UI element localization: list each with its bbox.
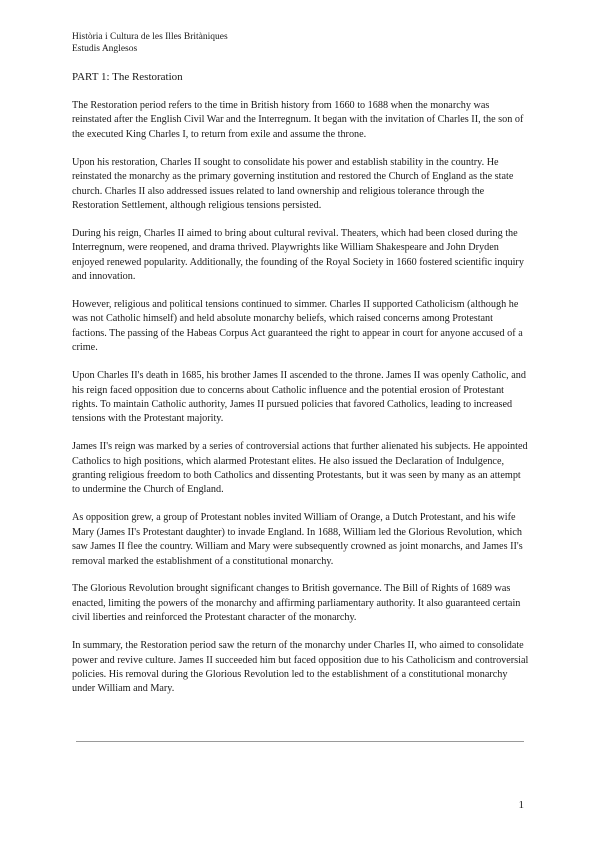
paragraph: The Restoration period refers to the time in British history from 1660 to 1688 when the monarchy was reinstated after the English Civil War and the Interregnum. It began with the invitation of Charles II, the son of the executed King Charles I, to return from exile and assume the throne. [72,100,524,140]
page-number: 1 [518,799,524,811]
paragraph: James II's reign was marked by a series of controversial actions that further alienated his subjects. He appointed Catholics to high positions, which alarmed Protestant elites. He also issued the Declaration of Indulgence, granting religious freedom to both Catholics and dissenting Protestants, but it was seen by many as an attempt to undermine the Church of England. [72,441,528,496]
paragraph: Upon Charles II's death in 1685, his brother James II ascended to the throne. James II was openly Catholic, and his reign faced opposition due to concerns about Catholic influence and the potential erosion of Protestant rights. To maintain Catholic authority, James II pursued policies that favored Catholics, leading to increased tensions with the Protestant majority. [72,370,526,425]
paragraph: As opposition grew, a group of Protestant nobles invited William of Orange, a Dutch Protestant, and his wife Mary (James II's Protestant daughter) to invade England. In 1688, William led the Glorious Revolution, which saw James II flee the country. William and Mary were subsequently crowned as joint monarchs, and James II's removal marked the establishment of a constitutional monarchy. [72,512,523,567]
footer-divider [76,741,524,742]
section-title: PART 1: The Restoration [72,71,183,83]
paragraph: Upon his restoration, Charles II sought to consolidate his power and establish stability in the country. He reinstated the monarchy as the primary governing institution and restored the Church of England as the state church. Charles II also addressed issues related to land ownership and religious tolerance through the Restoration Settlement, although religious tensions persisted. [72,156,514,211]
page-header [72,32,228,55]
header-program-name: Estudis Anglesos [72,43,138,54]
paragraph: During his reign, Charles II aimed to bring about cultural revival. Theaters, which had been closed during the Interregnum, were reopened, and drama thrived. Playwrights like William Shakespeare and John Dryden enjoyed renewed popularity. Additionally, the founding of the Royal Society in 1660 fostered scientific inquiry and innovation. [72,227,524,283]
header-course-title: Història i Cultura de les Illes Britàniques [72,32,228,42]
paragraph: The Glorious Revolution brought significant changes to British governance. The Bill of Rights of 1689 was enacted, limiting the powers of the monarchy and affirming parliamentary authority. It also guaranteed certain civil liberties and reinforced the Protestant character of the monarchy. [72,583,521,624]
document-body [72,99,530,710]
paragraph: In summary, the Restoration period saw the return of the monarchy under Charles II, who aimed to consolidate power and revive culture. James II succeeded him but faced opposition due to his Catholicism and controversial policies. His removal during the Glorious Revolution led to the establishment of a constitutional monarchy under William and Mary. [72,640,529,695]
paragraph: However, religious and political tensions continued to simmer. Charles II supported Catholicism (although he was not Catholic himself) and held absolute monarchy beliefs, which raised concerns among Protestant factions. The passing of the Habeas Corpus Act guaranteed the right to appear in court for anyone accused of a crime. [72,298,523,354]
